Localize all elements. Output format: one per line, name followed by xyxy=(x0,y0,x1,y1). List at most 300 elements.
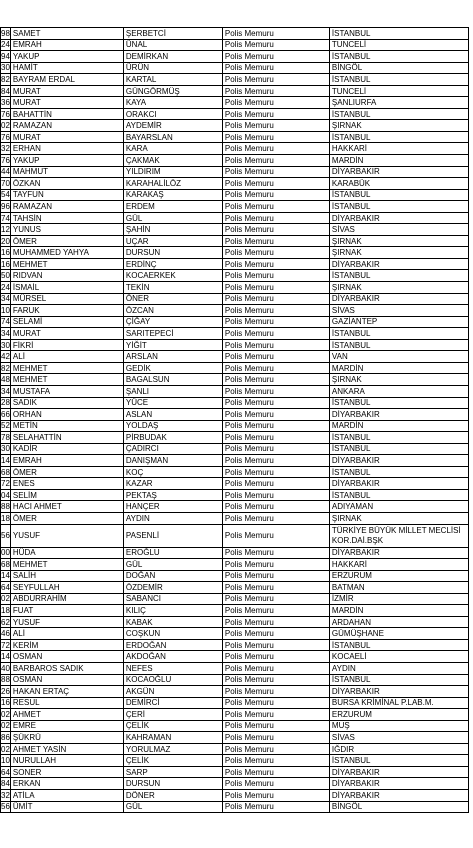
first-name-cell: OSMAN xyxy=(10,651,123,663)
table-row xyxy=(1,351,469,363)
table-row xyxy=(1,720,469,732)
table-row xyxy=(1,697,469,709)
row-code-cell: 74 xyxy=(1,213,10,223)
location-cell: AYDIN xyxy=(329,662,468,674)
last-name-cell: UÇAR xyxy=(123,235,222,247)
row-code-cell: 52 xyxy=(1,421,10,431)
table-row xyxy=(1,432,469,444)
location-cell: DİYARBAKIR xyxy=(329,212,468,224)
table-row xyxy=(1,559,469,571)
title-cell: Polis Memuru xyxy=(222,605,329,617)
last-name-cell: YÜCE xyxy=(123,397,222,409)
last-name-cell: GÜL xyxy=(123,801,222,813)
first-name-cell: KADİR xyxy=(10,443,123,455)
table-row xyxy=(1,316,469,328)
table-row xyxy=(1,570,469,582)
location-cell: ERZURUM xyxy=(329,570,468,582)
table-row xyxy=(1,328,469,340)
last-name-cell: ÇERİ xyxy=(123,709,222,721)
row-code-cell: 40 xyxy=(1,663,10,673)
row-code-cell: 28 xyxy=(1,398,10,408)
location-cell: MARDİN xyxy=(329,420,468,432)
table-row xyxy=(1,674,469,686)
table-row xyxy=(1,85,469,97)
first-name-cell: YUSUF xyxy=(10,524,123,547)
location-cell: VAN xyxy=(329,351,468,363)
title-cell: Polis Memuru xyxy=(222,501,329,513)
row-code-cell: 42 xyxy=(1,352,10,362)
last-name-cell: ERDOĞAN xyxy=(123,639,222,651)
first-name-cell: HAKAN ERTAÇ xyxy=(10,686,123,698)
location-cell: MUŞ xyxy=(329,720,468,732)
row-code-cell: 44 xyxy=(1,167,10,177)
title-cell: Polis Memuru xyxy=(222,97,329,109)
table-row xyxy=(1,628,469,640)
title-cell: Polis Memuru xyxy=(222,466,329,478)
row-code-cell: 64 xyxy=(1,582,10,592)
table-row xyxy=(1,790,469,802)
title-cell: Polis Memuru xyxy=(222,155,329,167)
location-cell: KOCAELİ xyxy=(329,651,468,663)
first-name-cell: HACI AHMET xyxy=(10,501,123,513)
row-code-cell: 50 xyxy=(1,271,10,281)
row-code-cell: 88 xyxy=(1,675,10,685)
last-name-cell: AYDIN xyxy=(123,512,222,524)
location-cell: IĞDIR xyxy=(329,743,468,755)
title-cell: Polis Memuru xyxy=(222,766,329,778)
first-name-cell: ALİ xyxy=(10,351,123,363)
first-name-cell: ALİ xyxy=(10,628,123,640)
table-row xyxy=(1,62,469,74)
first-name-cell: RAMAZAN xyxy=(10,120,123,132)
row-code-cell: 30 xyxy=(1,444,10,454)
title-cell: Polis Memuru xyxy=(222,28,329,40)
row-code-cell: 00 xyxy=(1,548,10,558)
last-name-cell: ÖZDEMİR xyxy=(123,582,222,594)
last-name-cell: NEFES xyxy=(123,662,222,674)
location-cell: İSTANBUL xyxy=(329,466,468,478)
table-row xyxy=(1,258,469,270)
row-code-cell: 14 xyxy=(1,652,10,662)
table-row xyxy=(1,478,469,490)
table-row xyxy=(1,131,469,143)
title-cell: Polis Memuru xyxy=(222,374,329,386)
title-cell: Polis Memuru xyxy=(222,732,329,744)
last-name-cell: ÜRÜN xyxy=(123,62,222,74)
last-name-cell: ERDİNÇ xyxy=(123,258,222,270)
last-name-cell: PEKTAŞ xyxy=(123,489,222,501)
last-name-cell: KARAKAŞ xyxy=(123,189,222,201)
last-name-cell: SABANCI xyxy=(123,593,222,605)
table-row xyxy=(1,512,469,524)
first-name-cell: MUHAMMED YAHYA xyxy=(10,247,123,259)
row-code-cell: 74 xyxy=(1,317,10,327)
location-cell: ŞIRNAK xyxy=(329,235,468,247)
location-cell: İSTANBUL xyxy=(329,443,468,455)
first-name-cell: OSMAN xyxy=(10,674,123,686)
location-cell: DİYARBAKIR xyxy=(329,455,468,467)
row-code-cell: 76 xyxy=(1,109,10,119)
table-row xyxy=(1,582,469,594)
row-code-cell: 94 xyxy=(1,51,10,61)
row-code-cell: 76 xyxy=(1,155,10,165)
last-name-cell: ERDEM xyxy=(123,201,222,213)
title-cell: Polis Memuru xyxy=(222,628,329,640)
table-row xyxy=(1,755,469,767)
first-name-cell: ÖZKAN xyxy=(10,178,123,190)
title-cell: Polis Memuru xyxy=(222,570,329,582)
table-row xyxy=(1,362,469,374)
title-cell: Polis Memuru xyxy=(222,305,329,317)
location-cell: ŞANLIURFA xyxy=(329,97,468,109)
row-code-cell: 18 xyxy=(1,513,10,523)
first-name-cell: ÖMER xyxy=(10,466,123,478)
last-name-cell: DEMİRKAN xyxy=(123,51,222,63)
title-cell: Polis Memuru xyxy=(222,512,329,524)
last-name-cell: SARITEPECİ xyxy=(123,328,222,340)
row-code-cell: 34 xyxy=(1,294,10,304)
last-name-cell: GÜL xyxy=(123,212,222,224)
title-cell: Polis Memuru xyxy=(222,178,329,190)
first-name-cell: AHMET xyxy=(10,709,123,721)
title-cell: Polis Memuru xyxy=(222,293,329,305)
first-name-cell: HAMİT xyxy=(10,62,123,74)
location-cell: MARDİN xyxy=(329,155,468,167)
location-cell: İSTANBUL xyxy=(329,674,468,686)
row-code-cell: 12 xyxy=(1,225,10,235)
title-cell: Polis Memuru xyxy=(222,166,329,178)
table-row xyxy=(1,339,469,351)
location-cell: İSTANBUL xyxy=(329,270,468,282)
first-name-cell: ERKAN xyxy=(10,778,123,790)
first-name-cell: YUNUS xyxy=(10,224,123,236)
location-cell: KARABÜK xyxy=(329,178,468,190)
table-row xyxy=(1,97,469,109)
row-code-cell: 78 xyxy=(1,432,10,442)
title-cell: Polis Memuru xyxy=(222,108,329,120)
first-name-cell: RIDVAN xyxy=(10,270,123,282)
row-code-cell: 36 xyxy=(1,98,10,108)
first-name-cell: İSMAİL xyxy=(10,282,123,294)
row-code-cell: 56 xyxy=(1,802,10,812)
table-row xyxy=(1,547,469,559)
first-name-cell: BARBAROS SADIK xyxy=(10,662,123,674)
last-name-cell: SARP xyxy=(123,766,222,778)
table-row xyxy=(1,178,469,190)
last-name-cell: EROĞLU xyxy=(123,547,222,559)
last-name-cell: KOCAOĞLU xyxy=(123,674,222,686)
title-cell: Polis Memuru xyxy=(222,258,329,270)
title-cell: Polis Memuru xyxy=(222,120,329,132)
location-cell: GAZİANTEP xyxy=(329,316,468,328)
table-row xyxy=(1,235,469,247)
location-cell: DİYARBAKIR xyxy=(329,166,468,178)
last-name-cell: PASENLİ xyxy=(123,524,222,547)
table-row xyxy=(1,293,469,305)
row-code-cell: 86 xyxy=(1,733,10,743)
row-code-cell: 34 xyxy=(1,386,10,396)
first-name-cell: MURAT xyxy=(10,131,123,143)
first-name-cell: SELAHATTİN xyxy=(10,432,123,444)
table-row xyxy=(1,732,469,744)
row-code-cell: 68 xyxy=(1,467,10,477)
last-name-cell: BAGALSUN xyxy=(123,374,222,386)
first-name-cell: TAYFUN xyxy=(10,189,123,201)
location-cell: İSTANBUL xyxy=(329,432,468,444)
title-cell: Polis Memuru xyxy=(222,51,329,63)
location-cell: ŞIRNAK xyxy=(329,247,468,259)
row-code-cell: 82 xyxy=(1,74,10,84)
title-cell: Polis Memuru xyxy=(222,616,329,628)
last-name-cell: YORULMAZ xyxy=(123,743,222,755)
location-cell: İSTANBUL xyxy=(329,74,468,86)
last-name-cell: AKDOĞAN xyxy=(123,651,222,663)
location-cell: İSTANBUL xyxy=(329,108,468,120)
row-code-cell: 66 xyxy=(1,409,10,419)
table-row xyxy=(1,282,469,294)
last-name-cell: KABAK xyxy=(123,616,222,628)
row-code-cell: 70 xyxy=(1,178,10,188)
location-cell: İSTANBUL xyxy=(329,201,468,213)
row-code-cell: 24 xyxy=(1,40,10,50)
title-cell: Polis Memuru xyxy=(222,131,329,143)
last-name-cell: KAZAR xyxy=(123,478,222,490)
last-name-cell: YOLDAŞ xyxy=(123,420,222,432)
first-name-cell: EMRAH xyxy=(10,39,123,51)
last-name-cell: BAYARSLAN xyxy=(123,131,222,143)
location-cell: TUNCELİ xyxy=(329,85,468,97)
last-name-cell: ÇELİK xyxy=(123,755,222,767)
title-cell: Polis Memuru xyxy=(222,339,329,351)
last-name-cell: TEKİN xyxy=(123,282,222,294)
first-name-cell: MUSTAFA xyxy=(10,385,123,397)
first-name-cell: MÜRSEL xyxy=(10,293,123,305)
table-row xyxy=(1,120,469,132)
last-name-cell: ÇADIRCI xyxy=(123,443,222,455)
row-code-cell: 68 xyxy=(1,559,10,569)
table-body xyxy=(1,28,469,813)
table-row xyxy=(1,385,469,397)
last-name-cell: DANIŞMAN xyxy=(123,455,222,467)
first-name-cell: MEHMET xyxy=(10,258,123,270)
last-name-cell: PİRBUDAK xyxy=(123,432,222,444)
table-row xyxy=(1,709,469,721)
title-cell: Polis Memuru xyxy=(222,582,329,594)
title-cell: Polis Memuru xyxy=(222,547,329,559)
location-cell: BATMAN xyxy=(329,582,468,594)
table-row xyxy=(1,639,469,651)
title-cell: Polis Memuru xyxy=(222,720,329,732)
title-cell: Polis Memuru xyxy=(222,85,329,97)
last-name-cell: ŞANLI xyxy=(123,385,222,397)
row-code-cell: 54 xyxy=(1,190,10,200)
last-name-cell: DURSUN xyxy=(123,778,222,790)
row-code-cell: 30 xyxy=(1,63,10,73)
first-name-cell: MEHMET xyxy=(10,559,123,571)
first-name-cell: ÜMİT xyxy=(10,801,123,813)
last-name-cell: KAHRAMAN xyxy=(123,732,222,744)
row-code-cell: 98 xyxy=(1,28,10,38)
row-code-cell: 76 xyxy=(1,132,10,142)
location-cell: DİYARBAKIR xyxy=(329,293,468,305)
row-code-cell: 34 xyxy=(1,328,10,338)
row-code-cell: 48 xyxy=(1,375,10,385)
title-cell: Polis Memuru xyxy=(222,686,329,698)
location-cell: İZMİR xyxy=(329,593,468,605)
title-cell: Polis Memuru xyxy=(222,385,329,397)
last-name-cell: GÜNGÖRMÜŞ xyxy=(123,85,222,97)
row-code-cell: 72 xyxy=(1,640,10,650)
table-row xyxy=(1,686,469,698)
last-name-cell: ORAKCI xyxy=(123,108,222,120)
title-cell: Polis Memuru xyxy=(222,432,329,444)
table-row xyxy=(1,39,469,51)
title-cell: Polis Memuru xyxy=(222,143,329,155)
title-cell: Polis Memuru xyxy=(222,328,329,340)
row-code-cell: 02 xyxy=(1,594,10,604)
first-name-cell: HÜDA xyxy=(10,547,123,559)
row-code-cell: 32 xyxy=(1,144,10,154)
last-name-cell: ÖNER xyxy=(123,293,222,305)
table-row xyxy=(1,466,469,478)
location-cell: BİNGÖL xyxy=(329,62,468,74)
table-row xyxy=(1,662,469,674)
location-cell: MARDİN xyxy=(329,605,468,617)
last-name-cell: KOCAERKEK xyxy=(123,270,222,282)
location-cell: İSTANBUL xyxy=(329,489,468,501)
first-name-cell: ATİLA xyxy=(10,790,123,802)
title-cell: Polis Memuru xyxy=(222,709,329,721)
last-name-cell: DEMİRCİ xyxy=(123,697,222,709)
last-name-cell: KOÇ xyxy=(123,466,222,478)
first-name-cell: SADIK xyxy=(10,397,123,409)
row-code-cell: 64 xyxy=(1,767,10,777)
title-cell: Polis Memuru xyxy=(222,559,329,571)
table-row xyxy=(1,108,469,120)
table-row xyxy=(1,524,469,547)
first-name-cell: BAHATTİN xyxy=(10,108,123,120)
personnel-table xyxy=(0,27,469,813)
title-cell: Polis Memuru xyxy=(222,270,329,282)
last-name-cell: YİĞİT xyxy=(123,339,222,351)
table-row xyxy=(1,28,469,40)
location-cell: ANKARA xyxy=(329,385,468,397)
title-cell: Polis Memuru xyxy=(222,697,329,709)
first-name-cell: MAHMUT xyxy=(10,166,123,178)
row-code-cell: 04 xyxy=(1,490,10,500)
title-cell: Polis Memuru xyxy=(222,39,329,51)
row-code-cell: 88 xyxy=(1,502,10,512)
location-cell: ŞIRNAK xyxy=(329,374,468,386)
first-name-cell: SONER xyxy=(10,766,123,778)
title-cell: Polis Memuru xyxy=(222,397,329,409)
title-cell: Polis Memuru xyxy=(222,524,329,547)
last-name-cell: ASLAN xyxy=(123,409,222,421)
title-cell: Polis Memuru xyxy=(222,235,329,247)
location-cell: İSTANBUL xyxy=(329,328,468,340)
table-row xyxy=(1,651,469,663)
first-name-cell: YAKUP xyxy=(10,155,123,167)
location-cell: SİVAS xyxy=(329,732,468,744)
first-name-cell: EMRE xyxy=(10,720,123,732)
first-name-cell: YAKUP xyxy=(10,51,123,63)
table-row xyxy=(1,801,469,813)
first-name-cell: MURAT xyxy=(10,85,123,97)
table-row xyxy=(1,155,469,167)
title-cell: Polis Memuru xyxy=(222,639,329,651)
table-row xyxy=(1,166,469,178)
first-name-cell: BAYRAM ERDAL xyxy=(10,74,123,86)
location-cell: SİVAS xyxy=(329,224,468,236)
location-cell: DİYARBAKIR xyxy=(329,790,468,802)
last-name-cell: ÜNAL xyxy=(123,39,222,51)
location-cell: DİYARBAKIR xyxy=(329,258,468,270)
location-cell: DİYARBAKIR xyxy=(329,409,468,421)
table-row xyxy=(1,212,469,224)
row-code-cell: 84 xyxy=(1,779,10,789)
row-code-cell: 16 xyxy=(1,259,10,269)
first-name-cell: METİN xyxy=(10,420,123,432)
row-code-cell: 46 xyxy=(1,629,10,639)
table-row xyxy=(1,224,469,236)
location-cell: SİVAS xyxy=(329,305,468,317)
table-row xyxy=(1,397,469,409)
last-name-cell: KAYA xyxy=(123,97,222,109)
table-row xyxy=(1,51,469,63)
row-code-cell: 02 xyxy=(1,121,10,131)
row-code-cell: 16 xyxy=(1,698,10,708)
title-cell: Polis Memuru xyxy=(222,593,329,605)
title-cell: Polis Memuru xyxy=(222,212,329,224)
table-row xyxy=(1,778,469,790)
location-cell: BURSA KRİMİNAL P.LAB.M. xyxy=(329,697,468,709)
title-cell: Polis Memuru xyxy=(222,674,329,686)
first-name-cell: RESUL xyxy=(10,697,123,709)
title-cell: Polis Memuru xyxy=(222,201,329,213)
location-cell: DİYARBAKIR xyxy=(329,478,468,490)
table-row xyxy=(1,501,469,513)
table-row xyxy=(1,593,469,605)
location-cell: HAKKARİ xyxy=(329,143,468,155)
last-name-cell: DÖNER xyxy=(123,790,222,802)
last-name-cell: ÇELİK xyxy=(123,720,222,732)
row-code-cell: 96 xyxy=(1,201,10,211)
first-name-cell: ABDURRAHİM xyxy=(10,593,123,605)
row-code-cell: 62 xyxy=(1,617,10,627)
first-name-cell: ÖMER xyxy=(10,235,123,247)
row-code-cell: 26 xyxy=(1,686,10,696)
first-name-cell: TAHSİN xyxy=(10,212,123,224)
title-cell: Polis Memuru xyxy=(222,801,329,813)
last-name-cell: KARAHALİLÖZ xyxy=(123,178,222,190)
title-cell: Polis Memuru xyxy=(222,743,329,755)
first-name-cell: ŞÜKRÜ xyxy=(10,732,123,744)
location-cell: ŞIRNAK xyxy=(329,512,468,524)
row-code-cell: 32 xyxy=(1,790,10,800)
last-name-cell: KARA xyxy=(123,143,222,155)
first-name-cell: MEHMET xyxy=(10,374,123,386)
row-code-cell: 02 xyxy=(1,744,10,754)
last-name-cell: ARSLAN xyxy=(123,351,222,363)
first-name-cell: MEHMET xyxy=(10,362,123,374)
table-row xyxy=(1,305,469,317)
location-cell: İSTANBUL xyxy=(329,51,468,63)
location-cell: ERZURUM xyxy=(329,709,468,721)
title-cell: Polis Memuru xyxy=(222,224,329,236)
last-name-cell: ÇAKMAK xyxy=(123,155,222,167)
row-code-cell: 72 xyxy=(1,479,10,489)
location-cell: TÜRKİYE BÜYÜK MİLLET MECLİSİ KOR.DAİ.BŞK xyxy=(329,524,468,547)
